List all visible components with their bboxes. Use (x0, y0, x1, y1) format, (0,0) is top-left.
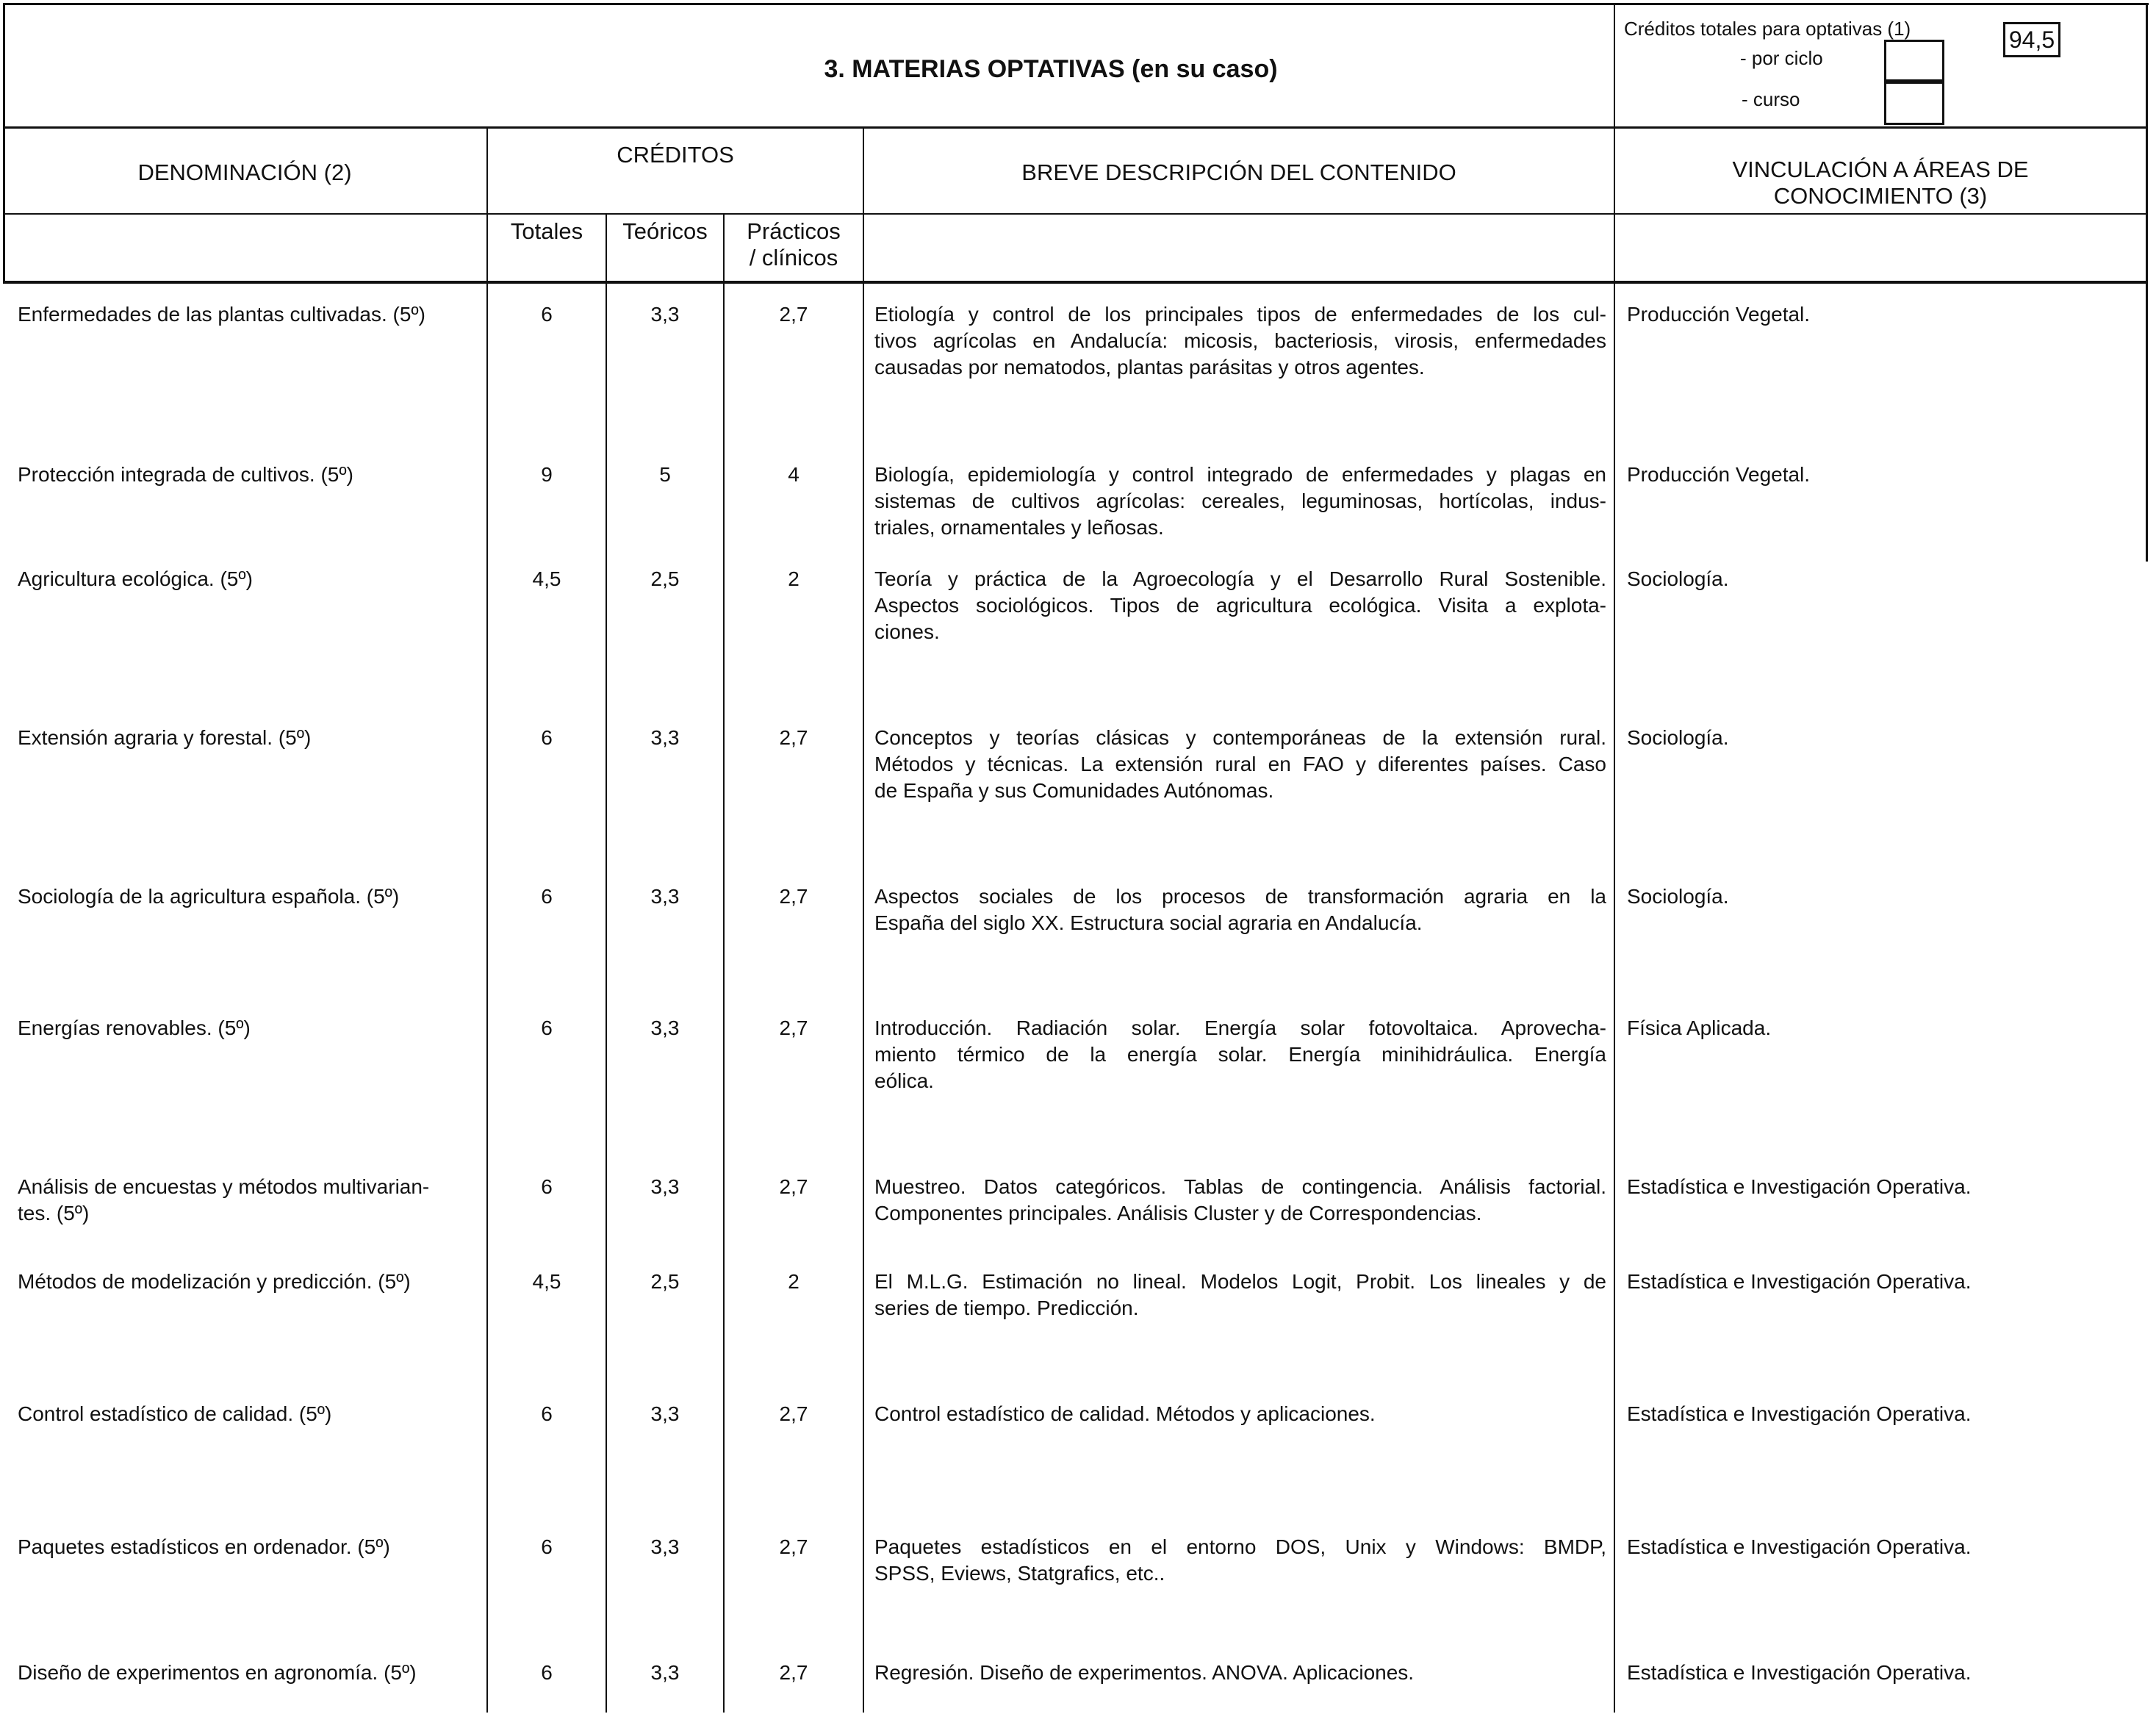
section-title: 3. MATERIAS OPTATIVAS (en su caso) (824, 55, 1278, 83)
course-description: Biología, epidemiología y control integrado de enfermedades y plagas en (874, 463, 1606, 486)
course-description: tivos agrícolas en Andalucía: micosis, bacteriosis, virosis, enfermedades (874, 329, 1606, 352)
credits-practicos: 2 (788, 1270, 799, 1293)
knowledge-area: Estadística e Investigación Operativa. (1627, 1535, 1972, 1558)
knowledge-area: Estadística e Investigación Operativa. (1627, 1270, 1972, 1293)
course-description: miento térmico de la energía solar. Energía minihidráulica. Energía (874, 1043, 1606, 1066)
credits-practicos: 4 (788, 463, 799, 486)
credits-teoricos: 3,3 (650, 1535, 680, 1558)
course-description: Introducción. Radiación solar. Energía solar fotovoltaica. Aprovecha- (874, 1016, 1606, 1039)
credits-totales: 6 (541, 1661, 553, 1684)
credits-teoricos: 3,3 (650, 1016, 680, 1039)
course-description: España del siglo XX. Estructura social agraria en Andalucía. (874, 911, 1423, 934)
col-rule-4 (863, 126, 864, 1713)
header-mid-rule (3, 213, 2148, 215)
per-course-box (1884, 79, 1944, 125)
per-course-label: - curso (1742, 88, 1800, 110)
header-totales: Totales (510, 218, 583, 244)
credits-teoricos: 3,3 (650, 1402, 680, 1425)
course-name: Enfermedades de las plantas cultivadas. (5º) (18, 303, 425, 326)
header-denominacion: DENOMINACIÓN (2) (137, 159, 352, 185)
course-description: Etiología y control de los principales tipos de enfermedades de los cul- (874, 303, 1606, 326)
credits-totales: 4,5 (532, 567, 561, 590)
course-description: Aspectos sociales de los procesos de transformación agraria en la (874, 885, 1606, 908)
course-name: Análisis de encuestas y métodos multivarian- (18, 1175, 430, 1198)
creditos-subheader-rule (486, 213, 864, 215)
credits-totales: 9 (541, 463, 553, 486)
credits-total-value: 94,5 (2003, 22, 2060, 57)
credits-practicos: 2,7 (779, 1661, 808, 1684)
course-description: de España y sus Comunidades Autónomas. (874, 779, 1274, 802)
knowledge-area: Producción Vegetal. (1627, 463, 1811, 486)
knowledge-area: Sociología. (1627, 726, 1729, 749)
header-practicos-line1: Prácticos (747, 218, 841, 244)
course-description: Aspectos sociológicos. Tipos de agricultura ecológica. Visita a explota- (874, 594, 1606, 617)
credits-practicos: 2,7 (779, 1016, 808, 1039)
header-creditos: CRÉDITOS (617, 142, 734, 168)
course-name: Energías renovables. (5º) (18, 1016, 251, 1039)
credits-practicos: 2,7 (779, 1402, 808, 1425)
course-description: series de tiempo. Predicción. (874, 1297, 1139, 1319)
header-vinculacion-line2: CONOCIMIENTO (3) (1773, 183, 1988, 209)
course-description: sistemas de cultivos agrícolas: cereales, leguminosas, hortícolas, indus- (874, 490, 1606, 512)
course-name: Control estadístico de calidad. (5º) (18, 1402, 332, 1425)
per-cycle-label: - por ciclo (1740, 47, 1823, 69)
course-description: El M.L.G. Estimación no lineal. Modelos Logit, Probit. Los lineales y de (874, 1270, 1606, 1293)
course-description: Control estadístico de calidad. Métodos y aplicaciones. (874, 1402, 1376, 1425)
course-name: Protección integrada de cultivos. (5º) (18, 463, 353, 486)
knowledge-area: Estadística e Investigación Operativa. (1627, 1661, 1972, 1684)
col-rule-3 (723, 213, 725, 1713)
course-name: Métodos de modelización y predicción. (5º) (18, 1270, 411, 1293)
border-left-top (3, 3, 5, 282)
course-name: Diseño de experimentos en agronomía. (5º) (18, 1661, 417, 1684)
course-description: ciones. (874, 620, 940, 643)
credits-divider (1614, 3, 1615, 126)
credits-totales: 6 (541, 1402, 553, 1425)
course-description: causadas por nematodos, plantas parásitas y otros agentes. (874, 356, 1425, 379)
credits-teoricos: 5 (659, 463, 671, 486)
credits-practicos: 2 (788, 567, 799, 590)
credits-totales: 6 (541, 1535, 553, 1558)
col-rule-1 (486, 126, 488, 1713)
knowledge-area: Estadística e Investigación Operativa. (1627, 1175, 1972, 1198)
header-practicos-line2: / clínicos (749, 245, 838, 270)
per-cycle-box (1884, 40, 1944, 84)
knowledge-area: Estadística e Investigación Operativa. (1627, 1402, 1972, 1425)
header-teoricos: Teóricos (622, 218, 708, 244)
course-description: Métodos y técnicas. La extensión rural en FAO y diferentes países. Caso (874, 753, 1606, 775)
knowledge-area: Sociología. (1627, 567, 1729, 590)
course-description: Componentes principales. Análisis Cluster y de Correspondencias. (874, 1202, 1482, 1224)
course-name: Extensión agraria y forestal. (5º) (18, 726, 312, 749)
credits-total-label: Créditos totales para optativas (1) (1624, 18, 1911, 40)
knowledge-area: Sociología. (1627, 885, 1729, 908)
credits-totales: 6 (541, 1016, 553, 1039)
course-name: Sociología de la agricultura española. (5º) (18, 885, 400, 908)
credits-totales: 6 (541, 303, 553, 326)
credits-teoricos: 2,5 (650, 567, 680, 590)
course-description: Regresión. Diseño de experimentos. ANOVA. Aplicaciones. (874, 1661, 1415, 1684)
credits-totales: 4,5 (532, 1270, 561, 1293)
credits-teoricos: 3,3 (650, 1175, 680, 1198)
credits-practicos: 2,7 (779, 1535, 808, 1558)
course-name: Paquetes estadísticos en ordenador. (5º) (18, 1535, 390, 1558)
course-description: triales, ornamentales y leñosas. (874, 516, 1164, 539)
course-description: Muestreo. Datos categóricos. Tablas de contingencia. Análisis factorial. (874, 1175, 1606, 1198)
header-bottom-rule (3, 281, 2148, 284)
col-rule-5 (1614, 126, 1615, 1713)
col-rule-2 (606, 213, 607, 1713)
course-name: Agricultura ecológica. (5º) (18, 567, 253, 590)
credits-practicos: 2,7 (779, 1175, 808, 1198)
credits-practicos: 2,7 (779, 303, 808, 326)
credits-practicos: 2,7 (779, 885, 808, 908)
course-description: eólica. (874, 1069, 934, 1092)
course-name: tes. (5º) (18, 1202, 90, 1224)
knowledge-area: Física Aplicada. (1627, 1016, 1772, 1039)
title-bottom-rule (3, 126, 2148, 129)
course-description: SPSS, Eviews, Statgrafics, etc.. (874, 1562, 1165, 1585)
credits-teoricos: 2,5 (650, 1270, 680, 1293)
credits-teoricos: 3,3 (650, 303, 680, 326)
border-top (3, 3, 2149, 5)
knowledge-area: Producción Vegetal. (1627, 303, 1811, 326)
credits-teoricos: 3,3 (650, 885, 680, 908)
credits-teoricos: 3,3 (650, 726, 680, 749)
course-description: Teoría y práctica de la Agroecología y el Desarrollo Rural Sostenible. (874, 567, 1606, 590)
credits-totales: 6 (541, 1175, 553, 1198)
credits-teoricos: 3,3 (650, 1661, 680, 1684)
credits-totales: 6 (541, 885, 553, 908)
header-descripcion: BREVE DESCRIPCIÓN DEL CONTENIDO (1021, 159, 1456, 185)
course-description: Paquetes estadísticos en el entorno DOS, Unix y Windows: BMDP, (874, 1535, 1606, 1558)
credits-practicos: 2,7 (779, 726, 808, 749)
credits-totales: 6 (541, 726, 553, 749)
course-description: Conceptos y teorías clásicas y contemporáneas de la extensión rural. (874, 726, 1606, 749)
header-vinculacion-line1: VINCULACIÓN A ÁREAS DE (1732, 157, 2029, 182)
